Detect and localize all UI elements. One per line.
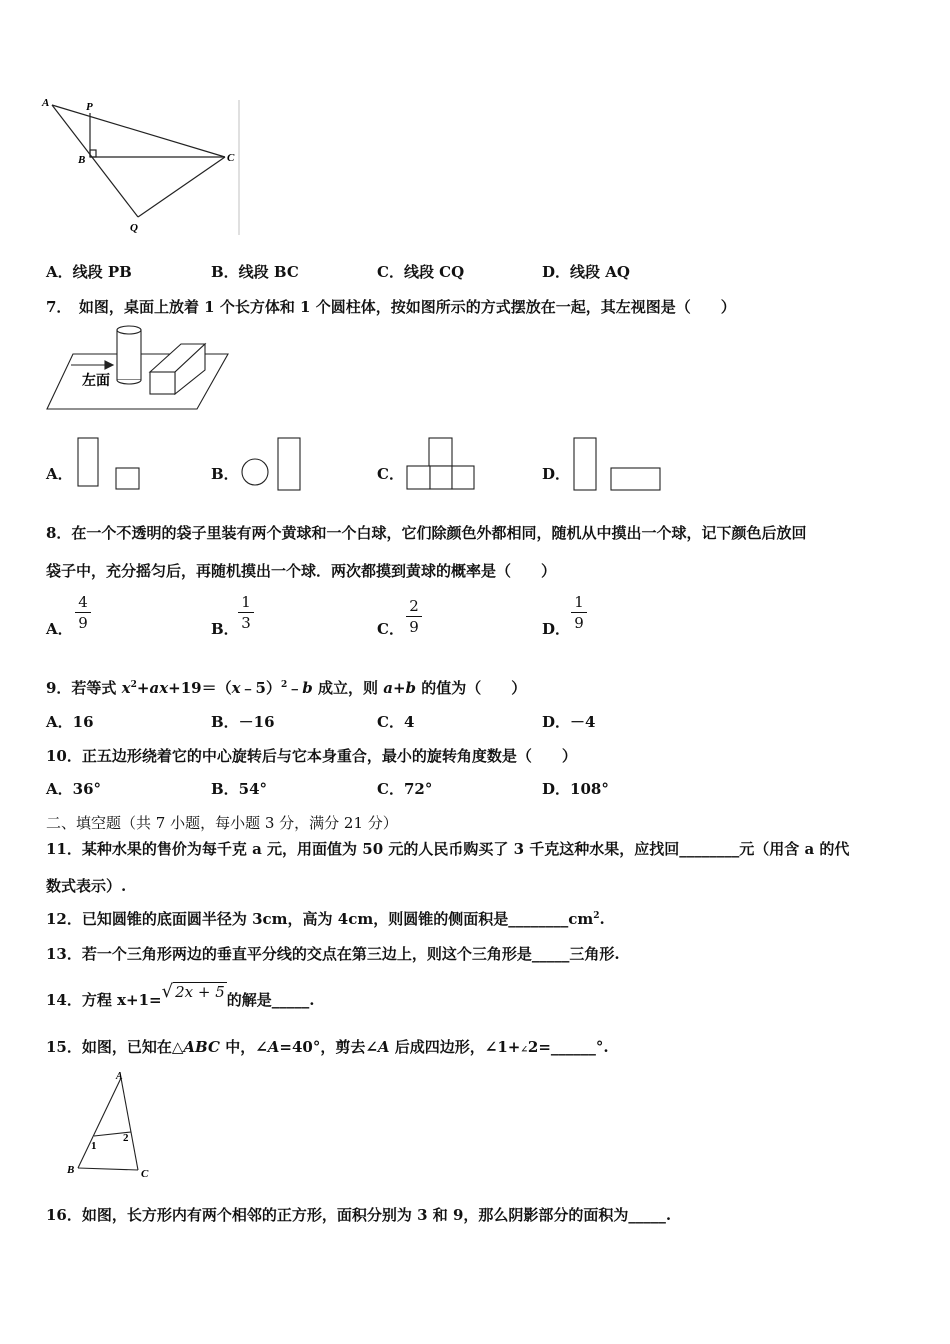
q9-option-a[interactable]: A．16 xyxy=(46,713,94,731)
q7-option-d-letter[interactable]: D． xyxy=(542,465,571,483)
q9-question xyxy=(46,677,526,698)
q6-option-a[interactable]: A．线段 PB xyxy=(46,263,132,281)
q10-option-d[interactable]: D．108° xyxy=(542,780,609,798)
fig15-label-2: 2 xyxy=(123,1132,129,1144)
q13-question: 13．若一个三角形两边的垂直平分线的交点在第三边上，则这个三角形是_____三角形. xyxy=(46,945,620,963)
q15-a2: A xyxy=(377,1038,390,1056)
q8-option-c-letter[interactable]: C． xyxy=(377,620,404,638)
q10-option-c[interactable]: C．72° xyxy=(377,780,433,798)
q7-option-b-figure[interactable] xyxy=(240,436,310,492)
q10-option-a[interactable]: A．36° xyxy=(46,780,102,798)
q15-p4: 后成四边形，∠1+ xyxy=(389,1038,521,1056)
fraction-bar xyxy=(238,612,254,613)
q15-a1: A xyxy=(267,1038,280,1056)
q9-var-x: x xyxy=(121,679,131,697)
q9-part4: 成立，则 xyxy=(312,679,384,697)
q15-p3: =40°，剪去∠ xyxy=(279,1038,378,1056)
q8-c-numerator: 2 xyxy=(409,597,419,615)
q14-question xyxy=(46,981,315,1010)
q15-p1: 15．如图，已知在△ xyxy=(46,1038,184,1056)
q15-small-angle: ∠ xyxy=(520,1045,528,1055)
figure-triangle-apbcq xyxy=(40,95,250,240)
q8-b-denominator: 3 xyxy=(241,614,251,632)
q9-var-x2: x xyxy=(231,679,241,697)
q10-question: 10．正五边形绕着它的中心旋转后与它本身重合，最小的旋转角度数是（ ） xyxy=(46,747,577,765)
q9-prefix: 9．若等式 xyxy=(46,679,122,697)
q15-question xyxy=(46,1036,609,1057)
q11-question-line2: 数式表示）. xyxy=(46,877,127,895)
q9-option-d[interactable]: D．－4 xyxy=(542,713,596,731)
q6-option-c[interactable]: C．线段 CQ xyxy=(377,263,465,281)
q9-part5: 的值为（ ） xyxy=(416,679,527,697)
q8-option-c-fraction[interactable] xyxy=(406,597,422,636)
q8-question-line2: 袋子中，充分摇匀后，再随机摸出一个球．两次都摸到黄球的概率是（ ） xyxy=(46,562,557,580)
section-title-fill-in: 二、填空题（共 7 小题，每小题 3 分，满分 21 分） xyxy=(46,814,398,832)
q14-sqrt xyxy=(162,981,227,1002)
q10-option-b[interactable]: B．54° xyxy=(211,780,268,798)
q8-option-a-fraction[interactable] xyxy=(75,593,91,632)
q8-c-denominator: 9 xyxy=(409,618,419,636)
q15-abc: ABC xyxy=(183,1038,220,1056)
q12-question xyxy=(46,908,605,929)
fig6-label-q: Q xyxy=(130,222,138,234)
q14-prefix: 14．方程 x+1= xyxy=(46,991,162,1009)
q11-question-line1: 11．某种水果的售价为每千克 a 元，用面值为 50 元的人民币购买了 3 千克这种水果，应找回________元（用含 a 的代 xyxy=(46,840,850,858)
q6-option-b[interactable]: B．线段 BC xyxy=(211,263,299,281)
q9-exp2: 2 xyxy=(280,680,288,690)
q9-var-b: b xyxy=(302,679,313,697)
fraction-bar xyxy=(406,616,422,617)
fig15-label-a: A xyxy=(116,1071,123,1082)
q9-part2: ﹣5） xyxy=(240,679,281,697)
q7-option-d-figure[interactable] xyxy=(571,436,666,492)
q8-option-b-letter[interactable]: B． xyxy=(211,620,239,638)
q14-radicand: 2x + 5 xyxy=(175,983,225,1001)
q12-sup: 2 xyxy=(593,911,600,921)
fig15-label-1: 1 xyxy=(91,1140,97,1152)
q14-suffix: 的解是_____. xyxy=(226,991,315,1009)
q7-option-c-figure[interactable] xyxy=(405,436,480,492)
q6-option-d[interactable]: D．线段 AQ xyxy=(542,263,630,281)
fraction-bar xyxy=(571,612,587,613)
q7-option-a-letter[interactable]: A． xyxy=(46,465,73,483)
q9-part1: +19＝（ xyxy=(168,679,232,697)
figure-table-cylinder-box xyxy=(45,322,235,414)
q8-option-b-fraction[interactable] xyxy=(238,593,254,632)
q9-part3: ﹣ xyxy=(287,679,303,697)
q8-a-denominator: 9 xyxy=(78,614,88,632)
q9-option-b[interactable]: B．－16 xyxy=(211,713,275,731)
q7-left-side-label: 左面 xyxy=(82,373,110,389)
q9-var-ax: ax xyxy=(149,679,169,697)
fig6-label-p: P xyxy=(86,101,93,113)
q9-var-apb: a+b xyxy=(383,679,416,697)
q8-d-numerator: 1 xyxy=(574,593,584,611)
q7-option-b-letter[interactable]: B． xyxy=(211,465,239,483)
q9-exp: 2 xyxy=(130,680,137,690)
q8-b-numerator: 1 xyxy=(241,593,251,611)
sqrt-sign-icon: √ xyxy=(161,981,174,1002)
q8-d-denominator: 9 xyxy=(574,614,584,632)
fig6-label-a: A xyxy=(42,97,50,109)
q12-end: . xyxy=(599,910,605,928)
q8-option-d-letter[interactable]: D． xyxy=(542,620,571,638)
fig15-label-b: B xyxy=(67,1164,75,1176)
q8-option-a-letter[interactable]: A． xyxy=(46,620,73,638)
fig6-label-b: B xyxy=(78,154,86,166)
fig15-label-c: C xyxy=(141,1168,149,1180)
q12-text: 12．已知圆锥的底面圆半径为 3cm，高为 4cm，则圆锥的侧面积是________cm xyxy=(46,910,594,928)
q8-option-d-fraction[interactable] xyxy=(571,593,587,632)
q7-option-a-figure[interactable] xyxy=(76,436,146,492)
fig6-label-c: C xyxy=(227,152,235,164)
q7-question: 7． 如图，桌面上放着 1 个长方体和 1 个圆柱体，按如图所示的方式摆放在一起，其左视图是（ ） xyxy=(46,298,736,316)
fraction-bar xyxy=(75,612,91,613)
q16-question: 16．如图，长方形内有两个相邻的正方形，面积分别为 3 和 9，那么阴影部分的面积为_____. xyxy=(46,1206,672,1224)
q8-a-numerator: 4 xyxy=(78,593,88,611)
q9-plus: + xyxy=(136,679,150,697)
q9-option-c[interactable]: C．4 xyxy=(377,713,415,731)
q8-question-line1: 8．在一个不透明的袋子里装有两个黄球和一个白球，它们除颜色外都相同，随机从中摸出一个球，记下颜色后放回 xyxy=(46,524,807,542)
q15-p5: 2=______°. xyxy=(527,1038,609,1056)
q7-option-c-letter[interactable]: C． xyxy=(377,465,404,483)
figure-triangle-abc-cut xyxy=(64,1070,164,1182)
q15-p2: 中，∠ xyxy=(219,1038,268,1056)
